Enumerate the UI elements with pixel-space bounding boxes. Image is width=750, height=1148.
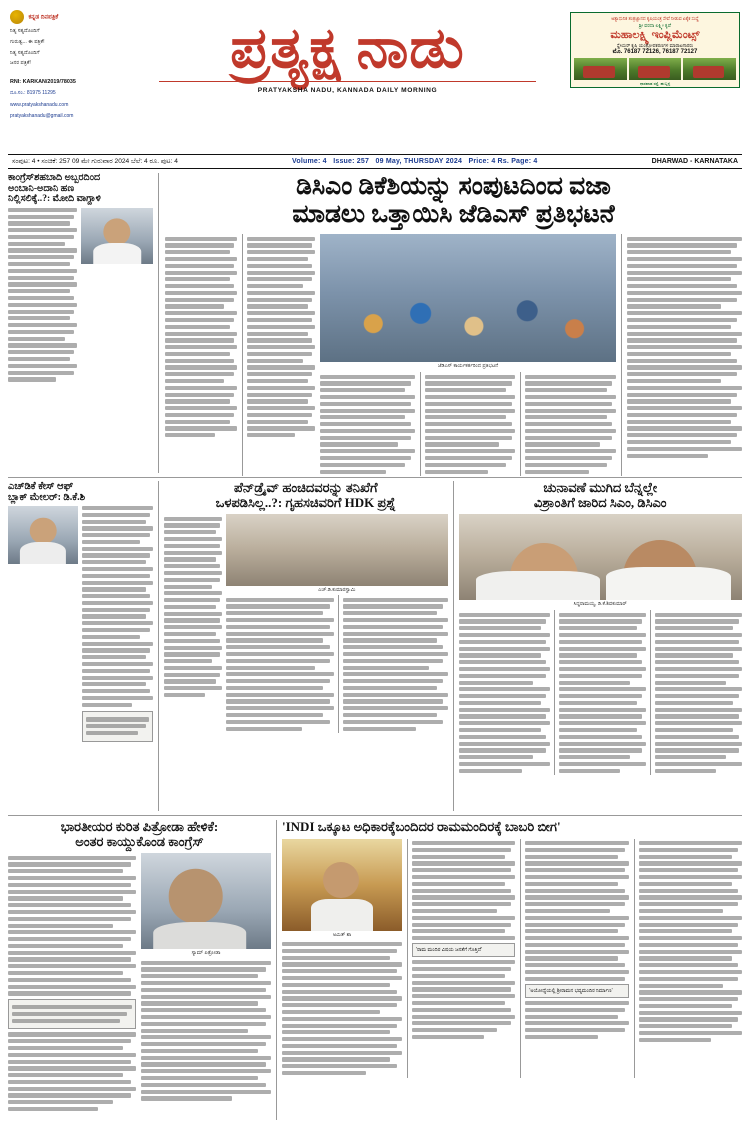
lead-col-4 — [420, 372, 516, 476]
ad-tractor-image-3 — [683, 58, 736, 80]
issue-label: Issue: 257 — [333, 158, 370, 165]
rni-number: RNI: KARKAN/2019/78035 — [10, 79, 76, 86]
mid-story1-photo-block — [226, 514, 448, 733]
bottom-story1-headline — [8, 820, 271, 849]
lead-lower-cols — [320, 372, 616, 476]
bottom-story1-headline-line2: ಅಂತರ ಕಾಯ್ದುಕೊಂಡ ಕಾಂಗ್ರೆಸ್ — [75, 833, 204, 849]
bottom-story-amitshah — [276, 820, 742, 1120]
lead-headline — [165, 173, 742, 229]
lead-headline-line1: ಡಿಸಿಎಂ ಡಿಕೆಶಿಯನ್ನು ಸಂಪುಟದಿಂದ ವಜಾ — [296, 173, 611, 200]
photo-body — [93, 243, 141, 264]
volume-label: Volume: 4 — [292, 158, 327, 165]
tagline-4: ಜನರ ಪತ್ರಿಕೆ! — [10, 60, 31, 67]
mid-story1-col1 — [164, 514, 222, 733]
masthead-logo-label: ಕನ್ನಡ ದಿನಪತ್ರಿಕೆ — [28, 14, 59, 21]
left-top-body — [8, 205, 77, 384]
photo-face — [103, 218, 130, 245]
left-top-headline-line1: ಕಾಂಗ್ರೆಸ್‌ಶಹಬಾದಿ ಅಬ್ಬರದಿಂದ — [8, 172, 101, 183]
cm-dcm-photo — [459, 514, 743, 600]
lead-col-2 — [242, 234, 315, 476]
left-second-pullquote — [82, 711, 153, 742]
bottom-story2-caption: ಅಮಿತ್ ಶಾ — [332, 931, 352, 938]
mid-story1-row — [164, 514, 448, 733]
lead-col-6 — [621, 234, 742, 476]
lead-headline-line2: ಮಾಡಲು ಒತ್ತಾಯಿಸಿ ಜೆಡಿಎಸ್ ಪ್ರತಿಭಟನೆ — [292, 201, 615, 228]
date-label: 09 May, THURSDAY 2024 — [375, 158, 463, 165]
mid-story1-col2 — [226, 595, 334, 733]
mid-story2-headline-line2: ವಿಶ್ರಾಂತಿಗೆ ಜಾರಿದ ಸಿಎಂ, ಡಿಸಿಎಂ — [533, 494, 667, 510]
jds-protest-photo — [320, 234, 616, 362]
bottom-story2-headline: 'INDI ಒಕ್ಕೂಟ ಅಧಿಕಾರಕ್ಕೆಬಂದಿದರ ರಾಮಮಂದಿರಕ್ಕೆ ಬಾಬರಿ ಬೀಗ' — [282, 819, 561, 834]
bottom-story2-col3 — [520, 839, 628, 1078]
bottom-story2-col2 — [407, 839, 515, 1078]
price-label: Price: 4 Rs. Page: 4 — [468, 158, 538, 165]
left-column — [8, 173, 158, 473]
issue-info-kannada: ಸಂಪುಟ: 4 • ಸಂಚಿಕೆ: 257 09 ಮೇ ಗುರುವಾರ 2024 ಬೆಲೆ: 4 ರೂ. ಪುಟ: 4 — [12, 157, 178, 165]
masthead-subtitle: PRATYAKSHA NADU, KANNADA DAILY MORNING — [257, 87, 438, 94]
mid-story2-cols — [459, 610, 743, 775]
tagline-3: ನಿತ್ಯ ಸತ್ಯದೊಂದಿಗೆ — [10, 49, 40, 56]
ad-title: ಮಹಾಲಕ್ಷ್ಮಿ ಇಂಪ್ಲಿಮೆಂಟ್ಸ್ — [610, 28, 700, 41]
masthead-phone: ದೂ.ಸಂ.: 81975 11295 — [10, 90, 56, 97]
bottom-section — [8, 815, 742, 1120]
photo-face — [30, 517, 57, 544]
bottom-story2-photo-block — [282, 839, 402, 1078]
lead-body-row — [165, 234, 742, 476]
lead-photo-caption: ಜೆಡಿಎಸ್ ಕಾರ್ಯಕರ್ತರಿಂದ ಪ್ರತಿಭಟನೆ — [437, 363, 499, 369]
photo-body — [20, 542, 66, 564]
bottom-story1-headline-line1: ಭಾರತೀಯರ ಕುರಿತ ಪಿತ್ರೋಡಾ ಹೇಳಿಕೆ: — [60, 819, 219, 834]
lead-story — [158, 173, 742, 473]
bottom-story1-col2 — [141, 958, 271, 1103]
ad-phone: ಮೊ. 76187 72126, 76187 72127 — [612, 48, 698, 55]
page-title: ಪ್ರತ್ಯಕ್ಷ ನಾಡು — [230, 17, 465, 80]
mid-story1-headline — [164, 481, 448, 510]
ad-tractor-image-1 — [574, 58, 627, 80]
mid-story1-headline-line1: ಪೆನ್‌ಡ್ರೈವ್ ಹಂಚಿದವರನ್ನು ತನಿಖೆಗೆ — [233, 480, 378, 495]
place-label: DHARWAD - KARNATAKA — [651, 158, 738, 165]
left-top-headline — [8, 173, 153, 205]
ad-product-images — [574, 58, 736, 80]
mid-story2-headline — [459, 481, 743, 510]
mid-story1-headline-line2: ಒಳಪಡಿಸಿಲ್ಲ..?: ಗೃಹಸಚಿವರಿಗೆ HDK ಪ್ರಶ್ನೆ — [215, 494, 396, 510]
left-second-headline-line2: ಬ್ಲಾಕ್ ಮೇಲರ್: ಡಿ.ಕೆ.ಶಿ — [8, 492, 86, 504]
title-divider — [159, 81, 537, 82]
bottom-story1-pullquote — [8, 999, 136, 1030]
left-column-2 — [8, 481, 158, 811]
mid-story-hdk — [158, 481, 453, 811]
lead-col-5 — [520, 372, 616, 476]
mid-story1-col3 — [338, 595, 447, 733]
lead-col-3 — [320, 372, 415, 476]
left-top-headline-line2: ಅಂಬಾನಿ-ಅದಾನಿ ಹಣ — [8, 182, 75, 194]
ad-line-3: ಸ್ಪ್ರೇಯರ್ ಕೃಷಿ ಯಂತ್ರೋಪಕರಣಗಳ ಮಾರಾಟಗಾರರು — [616, 42, 694, 48]
bottom-story2-col1 — [282, 940, 402, 1078]
mid-story2-col2 — [554, 610, 646, 775]
bottom-story1-caption: ಸ್ಯಾಮ್ ಪಿತ್ರೋಡಾ — [191, 950, 221, 957]
masthead-website[interactable]: www.pratyakshanadu.com — [10, 101, 69, 108]
bottom-story1-col1 — [8, 853, 136, 1114]
mid-story2-headline-line1: ಚುನಾವಣೆ ಮುಗಿದ ಬೆನ್ನಲ್ಲೇ — [543, 480, 658, 495]
ad-line-1: ಅತ್ಯಾಧುನಿಕ ತಂತ್ರಜ್ಞಾನದ ಕೃಷಿಯಂತ್ರ ಸೇವೆ ನೀಡುವ ಏಕೈಕ ಸಂಸ್ಥೆ — [611, 16, 699, 21]
bottom-story2-pullquote-2: 'ಅಯೋಧ್ಯೆಯಲ್ಲಿ ಶ್ರೀರಾಮನ ಭವ್ಯಮಂದಿರ ನಿರ್ಮಾಣ' — [525, 984, 628, 998]
lead-photo-block — [320, 234, 616, 476]
mid-story-cm — [453, 481, 743, 811]
tagline-1: ನಿತ್ಯ ಸತ್ಯದೊಂದಿಗೆ — [10, 28, 40, 34]
masthead-title-block — [128, 17, 567, 94]
tagline-2: ಗುರುತ್ವ... ಈ ಪತ್ರಿಕೆ! — [10, 38, 45, 45]
issue-info-strip — [8, 154, 742, 169]
bottom-story1-photo-block — [141, 853, 271, 1114]
bottom-story1-row — [8, 853, 271, 1114]
lead-col-1 — [165, 234, 237, 476]
ad-tractor-image-2 — [629, 58, 682, 80]
top-section — [8, 173, 742, 473]
mid-story1-caption: ಎಚ್.ಡಿ.ಕುಮಾರಸ್ವಾಮಿ — [318, 587, 356, 594]
masthead-advertisement[interactable] — [570, 12, 740, 88]
bottom-story2-col4 — [634, 839, 742, 1078]
amit-shah-rally-photo — [282, 839, 402, 931]
hdk-press-photo — [226, 514, 448, 586]
sun-logo-icon — [10, 10, 24, 24]
left-second-headline — [8, 481, 153, 503]
bottom-story2-pullquote: 'ರಾಮ ಮಂದಿರ ವಿಷಯ ಜನತೆಗೆ ಗೊತ್ತಿದೆ' — [412, 943, 515, 957]
bottom-story-pitroda — [8, 820, 276, 1120]
issue-info-english — [178, 158, 652, 165]
pitroda-photo — [141, 853, 271, 949]
dks-photo — [8, 506, 78, 564]
masthead — [8, 6, 742, 154]
left-top-headline-line3: ನಿಲ್ಲಿಸಲಿಕ್ಕೆ..?: ಮೋದಿ ವಾಗ್ದಾಳಿ — [8, 193, 101, 205]
left-second-body — [82, 503, 153, 741]
ad-line-2: ಶ್ರೀ ವರದಾ ಲಕ್ಷ್ಮೀ ಕೃಪೆ — [638, 22, 672, 28]
masthead-email[interactable]: pratyakshanadu@gmail.com — [10, 113, 74, 120]
modi-photo — [81, 208, 153, 264]
left-second-headline-line1: ಎಚ್‌ಡಿಕೆ ಕೇಸ್ ಆಫ್ — [8, 481, 74, 492]
mid-story1-lower — [226, 595, 448, 733]
mid-story2-col1 — [459, 610, 550, 775]
middle-section — [8, 477, 742, 811]
ad-footer: ಧಾರವಾಡ ರಸ್ತೆ, ಹುಬ್ಬಳ್ಳಿ — [639, 80, 671, 86]
mid-story2-caption: ಸಿದ್ದರಾಮಯ್ಯ, ಡಿ.ಕೆ.ಶಿವಕುಮಾರ್ — [573, 601, 627, 608]
mid-story2-col3 — [650, 610, 742, 775]
bottom-story2-row — [282, 839, 742, 1078]
masthead-left-info — [10, 10, 130, 121]
